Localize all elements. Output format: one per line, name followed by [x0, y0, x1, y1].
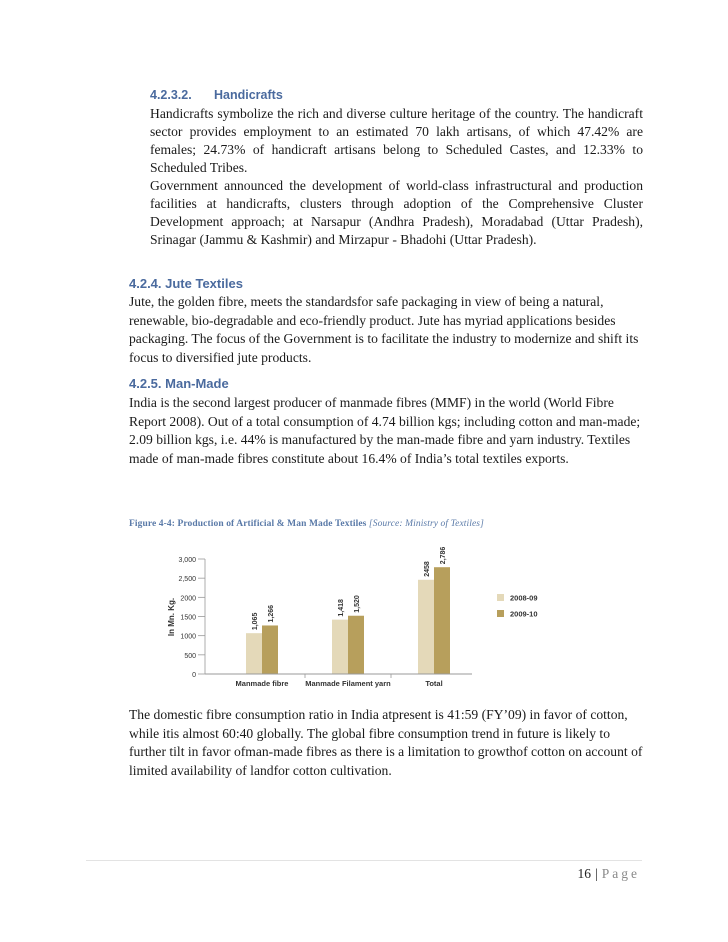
bar-value-label: 1,520 [354, 595, 361, 613]
chart-legend [497, 594, 538, 619]
footer-divider [86, 860, 642, 861]
x-category-label: Manmade Filament yarn [305, 679, 391, 688]
y-axis-label: In Mn. Kg. [167, 597, 176, 637]
manmade-para: India is the second largest producer of manmade fibres (MMF) in the world (World Fibre Report 2008). Out of a total consumption of 4.74 billion kgs; including cotton and man-made; 2.09 billion kgs, i.e. 44% is manufactured by the man-made fibre and yarn industry. Textiles made of man-made fibres constitute about 16.4% of India’s total textiles exports. [129, 395, 641, 466]
x-category-label: Total [425, 679, 443, 688]
y-tick-label: 0 [192, 672, 196, 679]
legend-swatch [497, 610, 504, 617]
y-tick-label: 2000 [180, 595, 196, 603]
bar-2009-10-1 [348, 616, 364, 674]
figure-source: [Source: Ministry of Textiles] [368, 519, 484, 529]
bar-2009-10-2 [434, 567, 450, 674]
bar-2009-10-0 [262, 625, 278, 674]
page-footer [578, 866, 640, 882]
handicrafts-para-1: Handicrafts symbolize the rich and diverse culture heritage of the country. The handicraft sector provides employment to an estimated 70 lakh artisans, of which 47.42% are females; 24.73% of handicraft artisans belong to Scheduled Castes, and 12.33% to Scheduled Tribes. [150, 106, 643, 175]
y-tick-label: 2,500 [178, 576, 196, 584]
bar-value-label: 1,418 [338, 599, 345, 617]
bar-value-label: 2,786 [440, 546, 447, 565]
handicrafts-heading [150, 88, 643, 102]
legend-label: 2008-09 [510, 593, 538, 603]
y-tick-label: 500 [184, 652, 196, 660]
handicrafts-para-2: Government announced the development of world-class infrastructural and production facilities at handicrafts, clusters through adoption of the Comprehensive Cluster Development approach; at Narsapur (Andhra Pradesh), Moradabad (Uttar Pradesh), Srinagar (Jammu & Kashmir) and Mirzapur - Bhadohi (Uttar Pradesh). [150, 178, 643, 247]
bar-2008-09-1 [332, 620, 348, 674]
figure-caption-text: Figure 4-4: Production of Artificial & Man Made Textiles [129, 519, 369, 529]
footer-separator: | [595, 866, 598, 881]
production-bar-chart [150, 545, 560, 695]
handicrafts-body [150, 105, 643, 249]
y-axis-ticks [178, 557, 205, 679]
conclusion-para: The domestic fibre consumption ratio in India atpresent is 41:59 (FY’09) in favor of cotton, while itis almost 60:40 globally. The global fibre consumption trend in future is likely to further tilt in favor ofman-made fibres as there is a limitation to growthof cotton on account of limited availability of landfor cotton cultivation. [129, 707, 643, 778]
handicrafts-number: 4.2.3.2. [150, 88, 192, 102]
bar-value-label: 1,065 [252, 612, 259, 631]
jute-para: Jute, the golden fibre, meets the standardsfor safe packaging in view of being a natural, renewable, bio-degradable and eco-friendly product. Jute has myriad applications besides packaging. The focus of the Government is to facilitate the industry to modernize and shift its focus to diversified jute products. [129, 294, 639, 365]
jute-heading: 4.2.4. Jute Textiles [129, 276, 243, 291]
page-label: Page [601, 866, 640, 881]
y-tick-label: 1500 [180, 614, 196, 622]
y-tick-label: 3,000 [178, 557, 196, 564]
manmade-heading: 4.2.5. Man-Made [129, 376, 229, 391]
x-category-label: Manmade fibre [235, 679, 289, 688]
figure-caption [129, 519, 484, 529]
bar-value-label: 2458 [424, 561, 431, 577]
x-axis-categories [236, 674, 443, 688]
legend-label: 2009-10 [510, 609, 538, 619]
bar-2008-09-0 [246, 633, 262, 674]
page-number: 16 [577, 866, 592, 881]
legend-swatch [497, 594, 504, 601]
bar-2008-09-2 [418, 580, 434, 674]
y-tick-label: 1000 [180, 633, 196, 641]
bar-value-label: 1,266 [268, 604, 275, 623]
bars [246, 567, 450, 674]
handicrafts-title: Handicrafts [214, 88, 283, 102]
